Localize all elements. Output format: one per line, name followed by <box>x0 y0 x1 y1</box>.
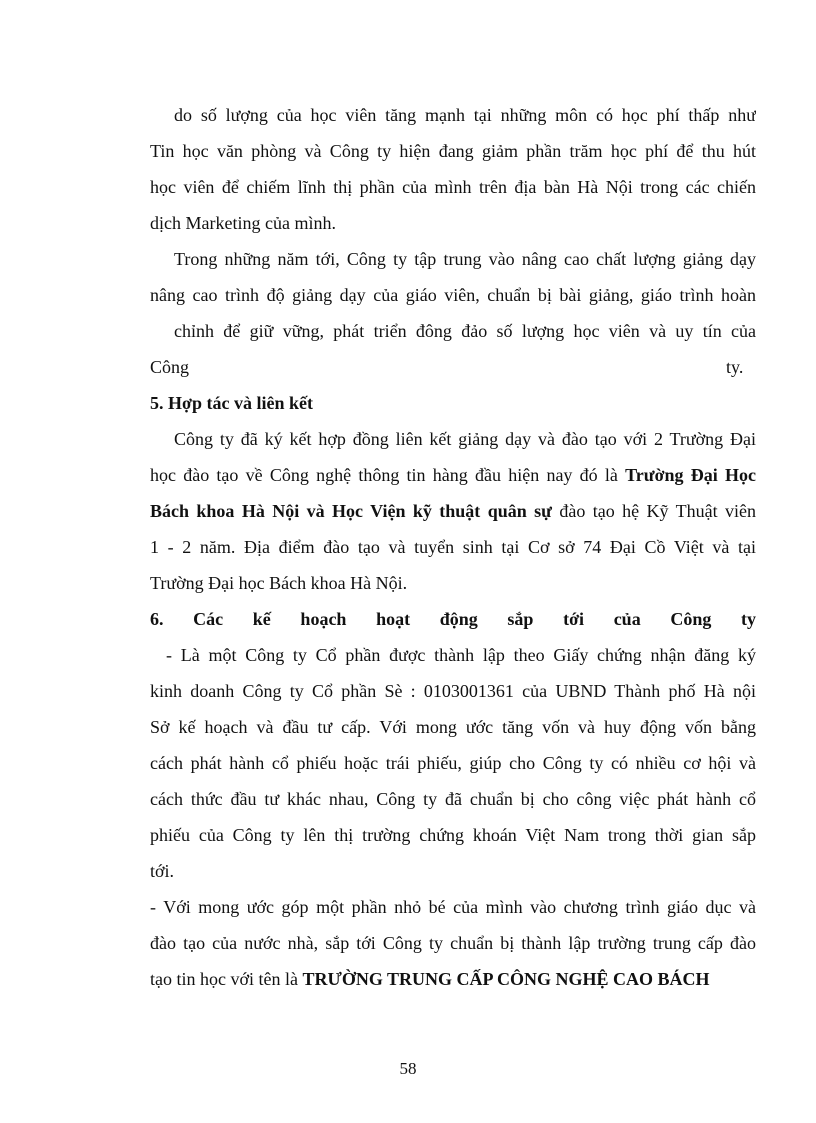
paragraph-line: cách thức đầu tư khác nhau, Công ty đã chuẩn bị cho công việc phát hành cổ <box>150 789 756 809</box>
paragraph-line: do số lượng của học viên tăng mạnh tại những môn có học phí thấp như <box>174 105 756 125</box>
paragraph-line: học viên để chiếm lĩnh thị phần của mình trên địa bàn Hà Nội trong các chiến <box>150 177 756 197</box>
paragraph-line: cách phát hành cổ phiếu hoặc trái phiếu, giúp cho Công ty có nhiều cơ hội và <box>150 753 756 773</box>
paragraph-line: đào tạo của nước nhà, sắp tới Công ty chuẩn bị thành lập trường trung cấp đào <box>150 933 756 953</box>
bold-text-run: TRƯỜNG TRUNG CẤP CÔNG NGHỆ CAO BÁCH <box>302 969 710 989</box>
section-heading: 5. Hợp tác và liên kết <box>150 393 313 413</box>
paragraph-line: chỉnh để giữ vững, phát triển đông đảo số lượng học viên và uy tín của <box>174 321 756 341</box>
text-run: học đào tạo về Công nghệ thông tin hàng đầu hiện nay đó là <box>150 465 626 485</box>
paragraph-line: Trường Đại học Bách khoa Hà Nội. <box>150 573 408 593</box>
paragraph-line: - Với mong ước góp một phần nhỏ bé của mình vào chương trình giáo dục và <box>150 897 756 917</box>
section-heading: 6. Các kế hoạch hoạt động sắp tới của Công ty <box>150 609 756 629</box>
paragraph-line: kinh doanh Công ty Cổ phần Sè : 0103001361 của UBND Thành phố Hà nội <box>150 681 756 701</box>
text-run: đào tạo hệ Kỹ Thuật viên <box>551 501 756 521</box>
paragraph-line: Công ty đã ký kết hợp đồng liên kết giảng dạy và đào tạo với 2 Trường Đại <box>174 429 756 449</box>
paragraph-line: ty. <box>726 357 744 377</box>
paragraph-line: 1 - 2 năm. Địa điểm đào tạo và tuyển sinh tại Cơ sở 74 Đại Cồ Việt và tại <box>150 537 756 557</box>
paragraph-line: phiếu của Công ty lên thị trường chứng khoán Việt Nam trong thời gian sắp <box>150 825 756 845</box>
paragraph-line: Sở kế hoạch và đầu tư cấp. Với mong ước tăng vốn và huy động vốn bằng <box>150 717 756 737</box>
paragraph-line <box>150 967 710 991</box>
paragraph-line <box>150 463 756 487</box>
paragraph-line: nâng cao trình độ giảng dạy của giáo viên, chuẩn bị bài giảng, giáo trình hoàn <box>150 285 756 305</box>
paragraph-line: dịch Marketing của mình. <box>150 213 336 233</box>
text-run: tạo tin học với tên là <box>150 969 303 989</box>
paragraph-line: Công <box>150 357 190 377</box>
paragraph-line <box>150 499 756 523</box>
bold-text-run: Bách khoa Hà Nội và Học Viện kỹ thuật quân sự <box>150 501 552 521</box>
page-number: 58 <box>399 1059 417 1078</box>
paragraph-line: - Là một Công ty Cổ phần được thành lập theo Giấy chứng nhận đăng ký <box>166 645 756 665</box>
paragraph-line: tới. <box>150 861 175 881</box>
paragraph-line: Tin học văn phòng và Công ty hiện đang giảm phần trăm học phí để thu hút <box>150 141 756 161</box>
paragraph-line: Trong những năm tới, Công ty tập trung vào nâng cao chất lượng giảng dạy <box>174 249 756 269</box>
bold-text-run: Trường Đại Học <box>625 465 756 485</box>
